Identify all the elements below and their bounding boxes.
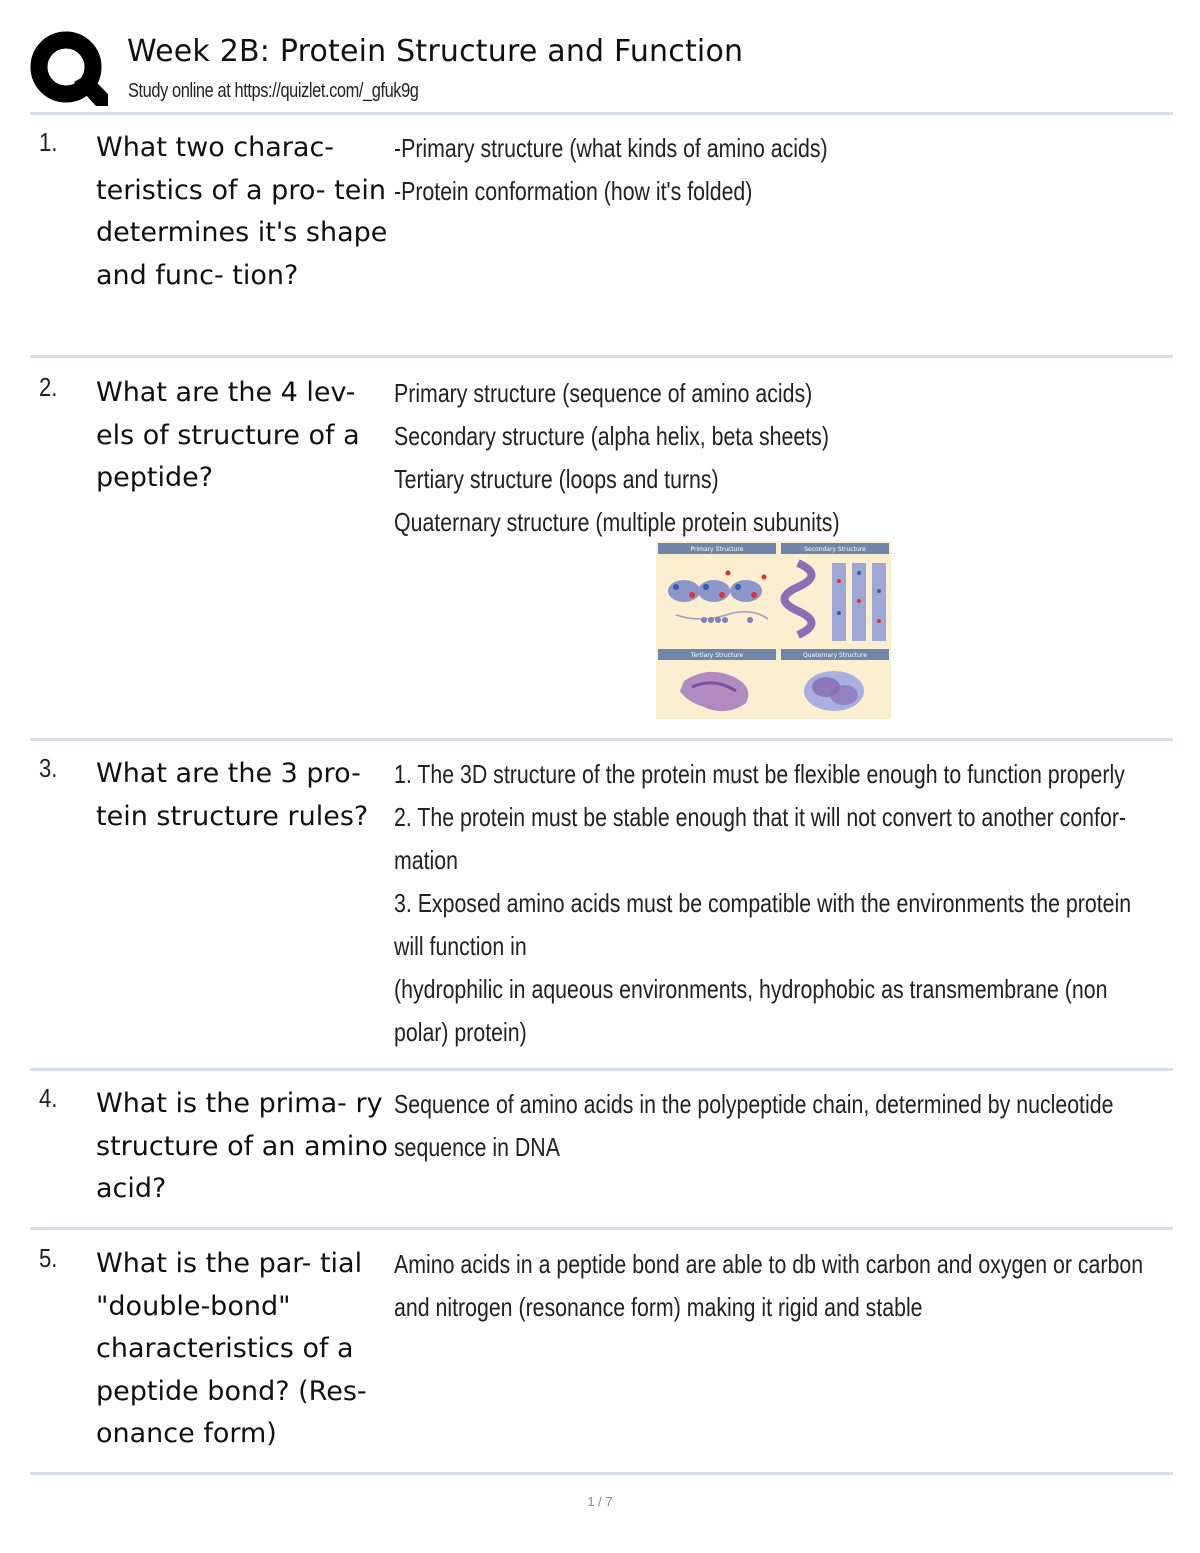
answer-line: will function in bbox=[394, 931, 527, 961]
answer-line: Primary structure (sequence of amino acids) bbox=[394, 378, 813, 408]
answer-line: (hydrophilic in aqueous environments, hydrophobic as transmembrane (non bbox=[394, 974, 1108, 1004]
answer-line: Tertiary structure (loops and turns) bbox=[394, 464, 719, 494]
answer-line: 3. Exposed amino acids must be compatible with the environments the protein bbox=[394, 888, 1132, 918]
card-number: 4. bbox=[39, 1083, 58, 1113]
card-question: What two charac- teristics of a pro- tein determines it's shape and func- tion? bbox=[96, 132, 388, 291]
answer-line: 2. The protein must be stable enough that it will not convert to another confor- bbox=[394, 802, 1127, 832]
card-answer bbox=[394, 1083, 1157, 1169]
quaternary-structure-graphic bbox=[804, 671, 864, 711]
page-title: Week 2B: Protein Structure and Function bbox=[127, 34, 744, 69]
answer-line: polar) protein) bbox=[394, 1017, 527, 1047]
divider bbox=[30, 738, 1173, 741]
card-answer bbox=[394, 1243, 1157, 1329]
divider bbox=[30, 1227, 1173, 1230]
card-answer bbox=[394, 372, 1157, 544]
card-number: 3. bbox=[39, 753, 58, 783]
divider bbox=[30, 355, 1173, 358]
panel-label: Tertiary Structure bbox=[690, 652, 744, 659]
answer-line: -Protein conformation (how it's folded) bbox=[394, 176, 753, 206]
answer-line: sequence in DNA bbox=[394, 1132, 560, 1162]
card-question: What is the prima- ry structure of an amino acid? bbox=[96, 1088, 388, 1204]
divider bbox=[30, 1472, 1173, 1475]
page-header bbox=[30, 30, 1175, 112]
card-number: 5. bbox=[39, 1243, 58, 1273]
protein-structure-figure bbox=[656, 541, 891, 719]
card-answer bbox=[394, 753, 1157, 1054]
divider bbox=[30, 112, 1173, 115]
page-number: 1 / 7 bbox=[587, 1494, 613, 1509]
answer-line: Sequence of amino acids in the polypeptide chain, determined by nucleotide bbox=[394, 1089, 1114, 1119]
answer-line: 1. The 3D structure of the protein must be flexible enough to function properly bbox=[394, 759, 1125, 789]
answer-line: Amino acids in a peptide bond are able to db with carbon and oxygen or carbon bbox=[394, 1249, 1144, 1279]
panel-label: Secondary Structure bbox=[804, 546, 866, 553]
card-question: What are the 3 pro- tein structure rules? bbox=[96, 758, 369, 832]
card-question: What is the par- tial "double-bond" characteristics of a peptide bond? (Res- onance form) bbox=[96, 1248, 367, 1449]
divider bbox=[30, 1068, 1173, 1071]
answer-line: mation bbox=[394, 845, 458, 875]
answer-line: Quaternary structure (multiple protein subunits) bbox=[394, 507, 840, 537]
study-online-link[interactable]: Study online at https://quizlet.com/_gfuk9g bbox=[128, 80, 419, 102]
answer-line: and nitrogen (resonance form) making it rigid and stable bbox=[394, 1292, 923, 1322]
panel-label: Primary Structure bbox=[690, 546, 744, 553]
panel-label: Quaternary Structure bbox=[803, 652, 867, 659]
card-number: 1. bbox=[39, 127, 58, 157]
card-number: 2. bbox=[39, 372, 58, 402]
card-question: What are the 4 lev- els of structure of a peptide? bbox=[96, 377, 360, 493]
card-answer bbox=[394, 127, 1157, 213]
answer-line: Secondary structure (alpha helix, beta sheets) bbox=[394, 421, 829, 451]
quizlet-logo-icon bbox=[30, 30, 108, 108]
answer-line: -Primary structure (what kinds of amino acids) bbox=[394, 133, 828, 163]
